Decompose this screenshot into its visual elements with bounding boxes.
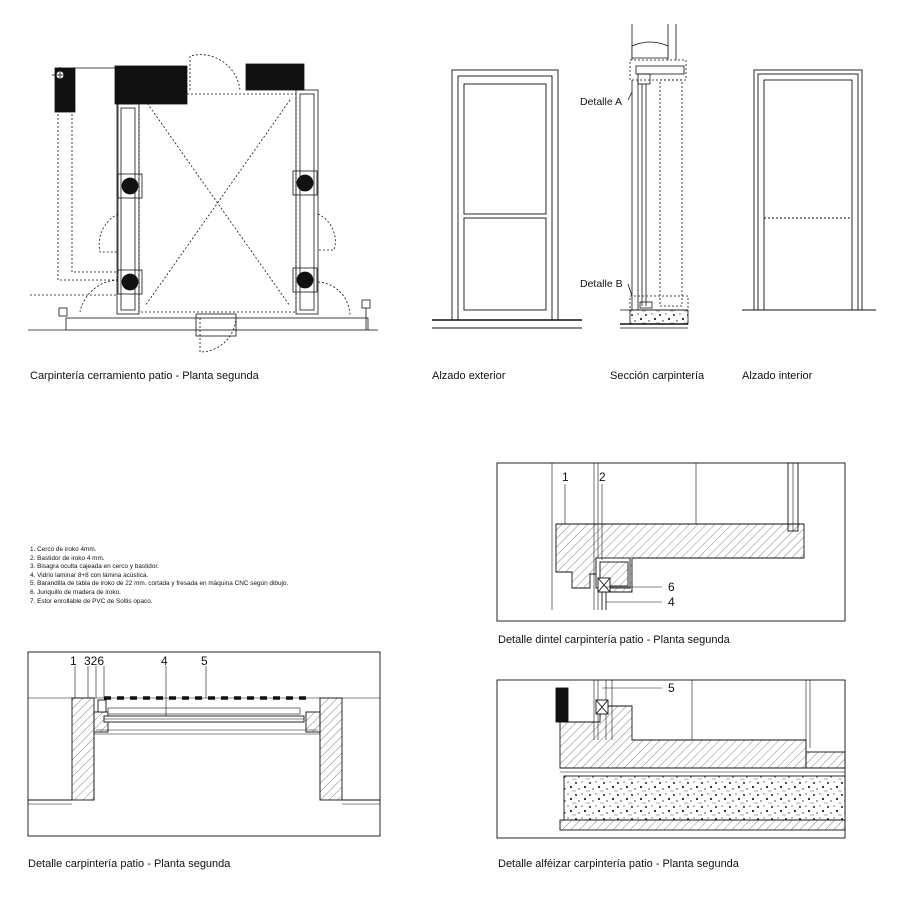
label-detalle-b: Detalle B bbox=[580, 278, 623, 290]
sill-detail bbox=[497, 680, 845, 838]
note-item: 7. Estor enrollable de PVC de Soltis opaco. bbox=[30, 597, 153, 605]
note-item: 3. Bisagra oculta cajeada en cerco y bastidor. bbox=[30, 563, 159, 571]
note-item: 6. Junquillo de madera de iroko. bbox=[30, 588, 121, 596]
patio-callout-1: 1 bbox=[70, 654, 77, 668]
caption-patio: Detalle carpintería patio - Planta segunda bbox=[28, 858, 231, 870]
sill-callout-5: 5 bbox=[668, 681, 675, 695]
caption-interior: Alzado interior bbox=[742, 370, 813, 382]
patio-detail bbox=[28, 652, 380, 836]
patio-callout-326: 326 bbox=[84, 654, 105, 668]
note-item: 2. Bastidor de iroko 4 mm. bbox=[30, 554, 105, 562]
section-drawing bbox=[620, 24, 688, 328]
patio-callout-4: 4 bbox=[161, 654, 168, 668]
note-item: 4. Vidrio laminar 8+8 con lámina acústica. bbox=[30, 571, 149, 579]
note-item: 5. Barandilla de tabla de iroko de 22 mm. cortada y fresada en máquina CNC según dibujo. bbox=[30, 580, 289, 588]
interior-elevation bbox=[742, 70, 876, 310]
label-detalle-a: Detalle A bbox=[580, 96, 623, 108]
exterior-elevation bbox=[432, 70, 582, 328]
caption-plan: Carpintería cerramiento patio - Planta segunda bbox=[30, 370, 259, 382]
column-1 bbox=[122, 178, 138, 194]
wall-block-top-left bbox=[115, 66, 187, 104]
lintel-callout-6: 6 bbox=[668, 580, 675, 594]
caption-exterior: Alzado exterior bbox=[432, 370, 506, 382]
caption-lintel: Detalle dintel carpintería patio - Planta segunda bbox=[498, 634, 730, 646]
plan-drawing bbox=[28, 55, 378, 352]
column-3 bbox=[297, 175, 313, 191]
caption-sill: Detalle alféizar carpintería patio - Planta segunda bbox=[498, 858, 739, 870]
wall-block-top-right bbox=[246, 64, 304, 90]
caption-section: Sección carpintería bbox=[610, 370, 705, 382]
lintel-callout-1: 1 bbox=[562, 470, 569, 484]
lintel-callout-4: 4 bbox=[668, 595, 675, 609]
column-2 bbox=[122, 274, 138, 290]
column-4 bbox=[297, 272, 313, 288]
note-item: 1. Cerco de iroko 4mm. bbox=[30, 546, 97, 553]
notes-list bbox=[30, 546, 288, 606]
patio-callout-5: 5 bbox=[201, 654, 208, 668]
lintel-callout-2: 2 bbox=[599, 470, 606, 484]
